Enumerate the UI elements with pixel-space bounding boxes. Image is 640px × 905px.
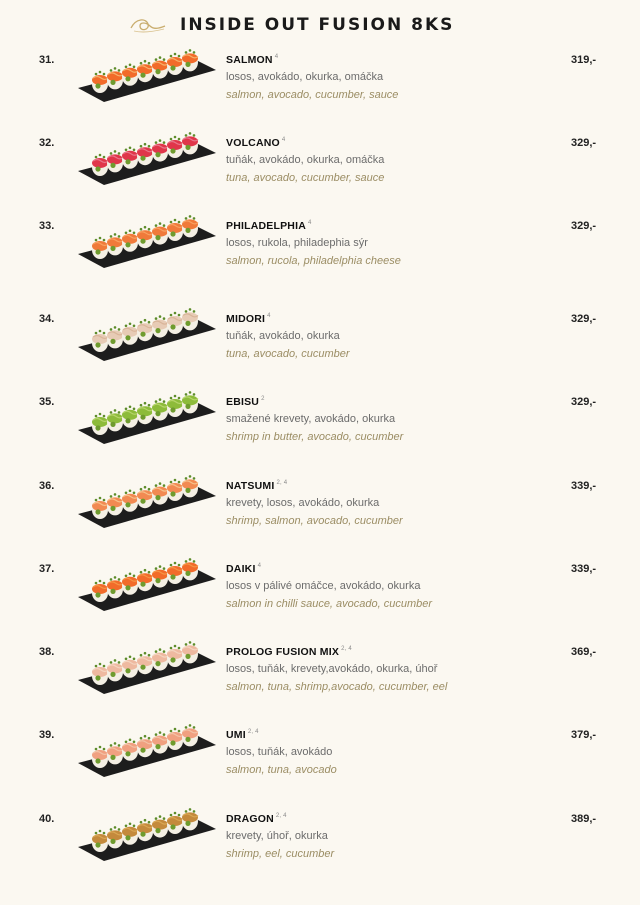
- item-number: 36.: [39, 480, 55, 492]
- item-name: [226, 646, 352, 658]
- item-name: [226, 813, 287, 825]
- sushi-image: [74, 307, 224, 363]
- allergen-codes: 4: [281, 137, 286, 143]
- item-ingredients-cz: krevety, losos, avokádo, okurka: [226, 497, 380, 509]
- item-ingredients-en: salmon, tuna, avocado: [226, 764, 337, 776]
- sushi-image: [74, 131, 224, 187]
- sushi-image: [74, 807, 224, 863]
- item-ingredients-en: salmon, tuna, shrimp,avocado, cucumber, eel: [226, 681, 448, 693]
- item-price: 339,-: [571, 563, 597, 575]
- item-number: 37.: [39, 563, 55, 575]
- allergen-codes: 2, 4: [341, 646, 352, 652]
- item-ingredients-en: salmon, avocado, cucumber, sauce: [226, 89, 399, 101]
- menu-item: [0, 729, 640, 809]
- allergen-codes: 4: [308, 220, 312, 226]
- item-number: 38.: [39, 646, 55, 658]
- menu-item: [0, 313, 640, 393]
- item-price: 329,-: [571, 313, 597, 325]
- allergen-codes: 4: [257, 563, 262, 569]
- allergen-codes: 4: [267, 313, 271, 319]
- item-number: 31.: [39, 54, 55, 66]
- item-name-text: DAIKI: [226, 563, 256, 575]
- allergen-codes: 2, 4: [247, 729, 259, 735]
- item-ingredients-cz: losos, rukola, philadephia sýr: [226, 237, 368, 249]
- sushi-image: [74, 48, 224, 104]
- item-ingredients-cz: losos, avokádo, okurka, omáčka: [226, 71, 384, 83]
- sushi-image: [74, 390, 224, 446]
- item-name-text: DRAGON: [226, 813, 274, 825]
- sushi-image: [74, 474, 224, 530]
- item-name: [226, 563, 261, 575]
- item-ingredients-en: shrimp, eel, cucumber: [226, 848, 335, 860]
- item-ingredients-cz: losos v pálivé omáčce, avokádo, okurka: [226, 580, 421, 592]
- item-name: [226, 54, 278, 66]
- page-title: INSIDE OUT FUSION 8KS: [180, 15, 455, 35]
- item-price: 329,-: [571, 137, 597, 149]
- item-price: 329,-: [571, 220, 597, 232]
- item-price: 369,-: [571, 646, 597, 658]
- menu-header: [0, 12, 640, 40]
- item-name-text: UMI: [226, 729, 246, 741]
- item-ingredients-cz: tuňák, avokádo, okurka: [226, 330, 340, 342]
- item-name-text: SALMON: [226, 54, 273, 66]
- item-number: 34.: [39, 313, 55, 325]
- item-name-text: VOLCANO: [226, 137, 280, 149]
- allergen-codes: 2: [261, 396, 265, 402]
- item-ingredients-en: shrimp, salmon, avocado, cucumber: [226, 515, 403, 527]
- menu-item: [0, 480, 640, 560]
- menu-item: [0, 137, 640, 217]
- item-name-text: PROLOG FUSION MIX: [226, 646, 340, 658]
- item-ingredients-en: salmon in chilli sauce, avocado, cucumber: [226, 598, 433, 610]
- item-number: 35.: [39, 396, 55, 408]
- item-price: 339,-: [571, 480, 597, 492]
- item-ingredients-cz: losos, tuňák, avokádo: [226, 746, 333, 758]
- item-number: 32.: [39, 137, 55, 149]
- ornament-icon: [128, 14, 168, 36]
- item-name: [226, 137, 285, 149]
- item-name: [226, 480, 287, 492]
- item-price: 319,-: [571, 54, 597, 66]
- menu-item: [0, 813, 640, 893]
- item-ingredients-cz: tuňák, avokádo, okurka, omáčka: [226, 154, 385, 166]
- item-ingredients-en: tuna, avocado, cucumber: [226, 348, 350, 360]
- item-name-text: EBISU: [226, 396, 260, 408]
- item-ingredients-en: tuna, avocado, cucumber, sauce: [226, 172, 385, 184]
- item-name: [226, 220, 312, 232]
- menu-item: [0, 220, 640, 300]
- item-name: [226, 729, 259, 741]
- menu-item: [0, 396, 640, 476]
- item-ingredients-cz: krevety, úhoř, okurka: [226, 830, 328, 842]
- sushi-image: [74, 557, 224, 613]
- sushi-image: [74, 214, 224, 270]
- item-price: 329,-: [571, 396, 597, 408]
- item-name: [226, 313, 271, 325]
- item-number: 33.: [39, 220, 55, 232]
- menu-item: [0, 646, 640, 726]
- allergen-codes: 2, 4: [276, 480, 288, 486]
- item-ingredients-cz: smažené krevety, avokádo, okurka: [226, 413, 396, 425]
- item-price: 389,-: [571, 813, 597, 825]
- menu-item: [0, 54, 640, 134]
- item-name: [226, 396, 265, 408]
- item-price: 379,-: [571, 729, 597, 741]
- menu-item: [0, 563, 640, 643]
- sushi-image: [74, 640, 224, 696]
- allergen-codes: 2, 4: [275, 813, 287, 819]
- item-name-text: NATSUMI: [226, 480, 275, 492]
- item-name-text: MIDORI: [226, 313, 266, 325]
- item-ingredients-en: salmon, rucola, philadelphia cheese: [226, 255, 401, 267]
- allergen-codes: 4: [274, 54, 279, 60]
- item-ingredients-cz: losos, tuňák, krevety,avokádo, okurka, úhoř: [226, 663, 438, 675]
- item-number: 39.: [39, 729, 55, 741]
- item-ingredients-en: shrimp in butter, avocado, cucumber: [226, 431, 404, 443]
- item-number: 40.: [39, 813, 55, 825]
- sushi-image: [74, 723, 224, 779]
- item-name-text: PHILADELPHIA: [226, 220, 306, 232]
